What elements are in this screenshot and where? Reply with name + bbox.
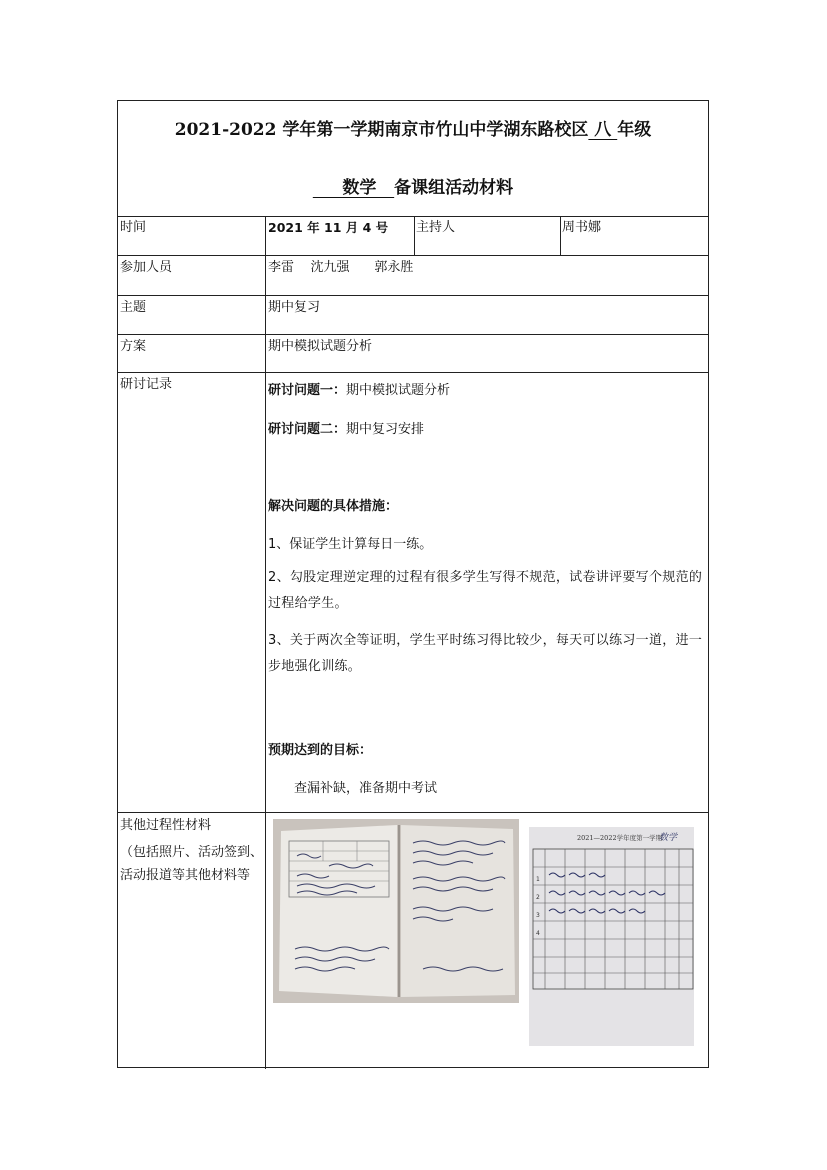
sheet-row-number: 2	[536, 894, 540, 901]
notebook-illustration	[273, 819, 519, 1003]
measure-3: 3、关于两次全等证明，学生平时练习得比较少，每天可以练习一道，进一步地强化训练。	[268, 633, 703, 674]
title-suffix: 年级	[617, 120, 652, 140]
participants-label: 参加人员	[118, 256, 266, 295]
sheet-row-number: 1	[536, 876, 540, 883]
discussion-row	[118, 373, 708, 813]
other-label	[118, 813, 266, 1069]
measures-heading: 解决问题的具体措施：	[268, 499, 399, 514]
title-line-1	[118, 115, 708, 140]
sheet-header: 2021—2022学年度第一学期	[577, 834, 663, 842]
host-label: 主持人	[416, 220, 456, 235]
measure-2: 2、勾股定理逆定理的过程有很多学生写得不规范，试卷讲评要写个规范的过程给学生。	[268, 570, 703, 611]
time-label: 时间	[118, 216, 266, 255]
other-materials-row	[118, 813, 708, 1069]
time-value: 2021 年 11 月 4 号	[268, 220, 389, 235]
sign-in-sheet-illustration	[529, 827, 694, 1046]
subject-fill: 数学	[312, 178, 395, 198]
sheet-row-number: 4	[536, 930, 540, 937]
plan-value: 期中模拟试题分析	[268, 339, 373, 354]
other-label-title: 其他过程性材料	[120, 818, 212, 833]
activity-record-photo	[273, 819, 519, 1003]
sheet-row-numbers	[536, 871, 540, 943]
topic-label: 主题	[118, 296, 266, 334]
question-1	[268, 379, 450, 398]
participants-value: 李雷 沈九强 郭永胜	[268, 260, 414, 275]
participants-row	[118, 256, 708, 296]
title-block	[118, 101, 708, 217]
question-2-text: 期中复习安排	[346, 422, 425, 437]
title-prefix: 2021-2022 学年第一学期南京市竹山中学湖东路校区	[174, 120, 589, 140]
topic-row	[118, 296, 708, 335]
goal-text: 查漏补缺，准备期中考试	[294, 781, 438, 796]
sheet-handwritten: 数学	[659, 833, 678, 843]
plan-row	[118, 335, 708, 373]
other-label-note: （包括照片、活动签到、活动报道等其他材料等	[120, 844, 264, 883]
question-1-text: 期中模拟试题分析	[346, 383, 451, 398]
goal-heading: 预期达到的目标：	[268, 743, 373, 758]
title-line2-suffix: 备课组活动材料	[394, 178, 514, 198]
sheet-row-number: 3	[536, 912, 540, 919]
plan-label: 方案	[118, 335, 266, 372]
sign-in-sheet-photo	[529, 827, 694, 1046]
question-2	[268, 418, 424, 437]
question-2-label: 研讨问题二：	[268, 422, 347, 437]
activity-form	[117, 100, 709, 1068]
question-1-label: 研讨问题一：	[268, 383, 347, 398]
host-value: 周书娜	[562, 220, 602, 235]
measure-1: 1、保证学生计算每日一练。	[268, 537, 433, 552]
title-line-2	[118, 173, 708, 198]
grade-fill: 八	[588, 120, 618, 140]
topic-value: 期中复习	[268, 300, 321, 315]
discussion-label: 研讨记录	[118, 373, 266, 812]
time-row	[118, 216, 708, 256]
